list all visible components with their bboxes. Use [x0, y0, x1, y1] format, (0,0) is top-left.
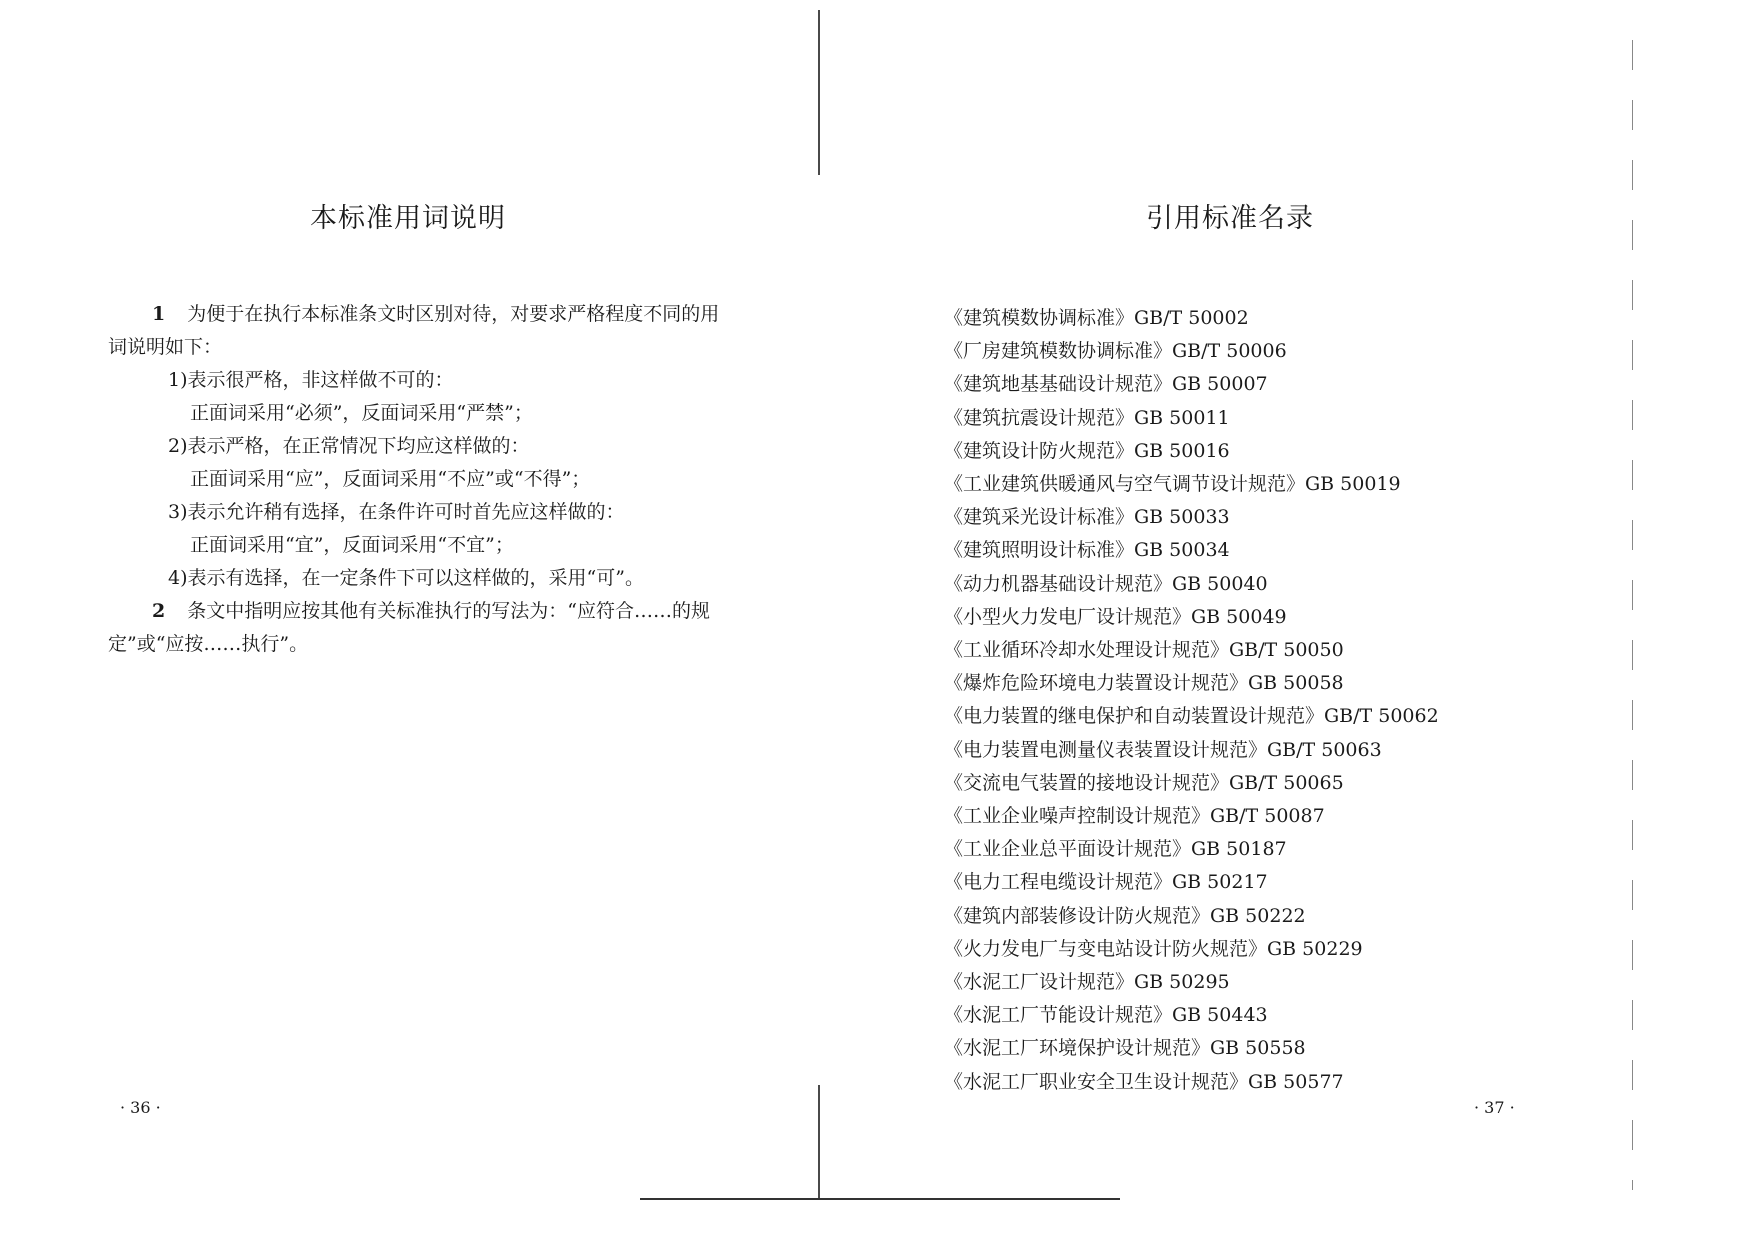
paragraph-2-number: 2 — [152, 600, 166, 622]
list-item: 《建筑地基基础设计规范》GB 50007 — [944, 373, 1268, 396]
paragraph-1-number: 1 — [152, 303, 166, 325]
list-item — [108, 562, 728, 595]
right-page-title: 引用标准名录 — [1146, 203, 1314, 234]
list-item-number: 3) — [168, 501, 188, 523]
list-item: 《水泥工厂职业安全卫生设计规范》GB 50577 — [944, 1070, 1344, 1093]
list-item-number: 1) — [168, 369, 188, 391]
list-item-text: 表示有选择，在一定条件下可以这样做的，采用“可”。 — [187, 567, 644, 589]
list-item: 《水泥工厂设计规范》GB 50295 — [944, 971, 1230, 994]
left-page — [0, 0, 820, 1242]
list-item-number: 4) — [168, 567, 188, 589]
terms-explanation-body — [108, 298, 728, 661]
list-item-text: 表示严格，在正常情况下均应这样做的： — [187, 435, 530, 457]
right-page — [830, 0, 1630, 1242]
paragraph-2 — [108, 595, 728, 661]
list-item: 《爆炸危险环境电力装置设计规范》GB 50058 — [944, 672, 1344, 695]
list-item — [108, 430, 728, 463]
list-item: 《火力发电厂与变电站设计防火规范》GB 50229 — [944, 937, 1363, 960]
list-item: 《动力机器基础设计规范》GB 50040 — [944, 572, 1268, 595]
list-item: 《建筑设计防火规范》GB 50016 — [944, 439, 1230, 462]
list-item: 《电力工程电缆设计规范》GB 50217 — [944, 871, 1268, 894]
list-item-sub: 正面词采用“宜”，反面词采用“不宜”； — [190, 534, 514, 556]
list-item-text: 表示很严格，非这样做不可的： — [187, 369, 454, 391]
page-edge-line — [1632, 40, 1633, 1190]
left-page-title: 本标准用词说明 — [310, 203, 506, 234]
list-item: 《建筑抗震设计规范》GB 50011 — [944, 406, 1230, 429]
list-item: 《小型火力发电厂设计规范》GB 50049 — [944, 605, 1287, 628]
list-item — [108, 496, 728, 529]
list-item: 《水泥工厂节能设计规范》GB 50443 — [944, 1004, 1268, 1027]
paragraph-2-text: 条文中指明应按其他有关标准执行的写法为：“应符合……的规定”或“应按……执行”。 — [108, 600, 710, 655]
list-item-text: 表示允许稍有选择，在条件许可时首先应这样做的： — [187, 501, 625, 523]
list-item-sub: 正面词采用“必须”，反面词采用“严禁”； — [190, 402, 533, 424]
reference-list — [944, 302, 1439, 1099]
list-item: 《建筑内部装修设计防火规范》GB 50222 — [944, 904, 1306, 927]
list-item: 《电力装置电测量仪表装置设计规范》GB/T 50063 — [944, 738, 1382, 761]
list-item: 《工业循环冷却水处理设计规范》GB/T 50050 — [944, 639, 1344, 662]
list-item-number: 2) — [168, 435, 188, 457]
list-item: 《建筑采光设计标准》GB 50033 — [944, 506, 1230, 529]
list-item: 《电力装置的继电保护和自动装置设计规范》GB/T 50062 — [944, 705, 1439, 728]
list-item: 《建筑模数协调标准》GB/T 50002 — [944, 307, 1249, 329]
list-item: 《工业企业总平面设计规范》GB 50187 — [944, 838, 1287, 861]
page-number-left: · 36 · — [120, 1098, 161, 1117]
list-item: 《建筑照明设计标准》GB 50034 — [944, 539, 1230, 562]
paragraph-1-text: 为便于在执行本标准条文时区别对待，对要求严格程度不同的用词说明如下： — [108, 303, 720, 358]
list-item: 《工业企业噪声控制设计规范》GB/T 50087 — [944, 805, 1325, 828]
list-item: 《水泥工厂环境保护设计规范》GB 50558 — [944, 1037, 1306, 1060]
list-item: 《工业建筑供暖通风与空气调节设计规范》GB 50019 — [944, 473, 1401, 496]
page-number-right: · 37 · — [1474, 1098, 1515, 1117]
paragraph-1 — [108, 298, 728, 364]
list-item — [108, 364, 728, 397]
list-item-sub: 正面词采用“应”，反面词采用“不应”或“不得”； — [190, 468, 591, 490]
list-item: 《厂房建筑模数协调标准》GB/T 50006 — [944, 340, 1287, 363]
list-item: 《交流电气装置的接地设计规范》GB/T 50065 — [944, 771, 1344, 794]
